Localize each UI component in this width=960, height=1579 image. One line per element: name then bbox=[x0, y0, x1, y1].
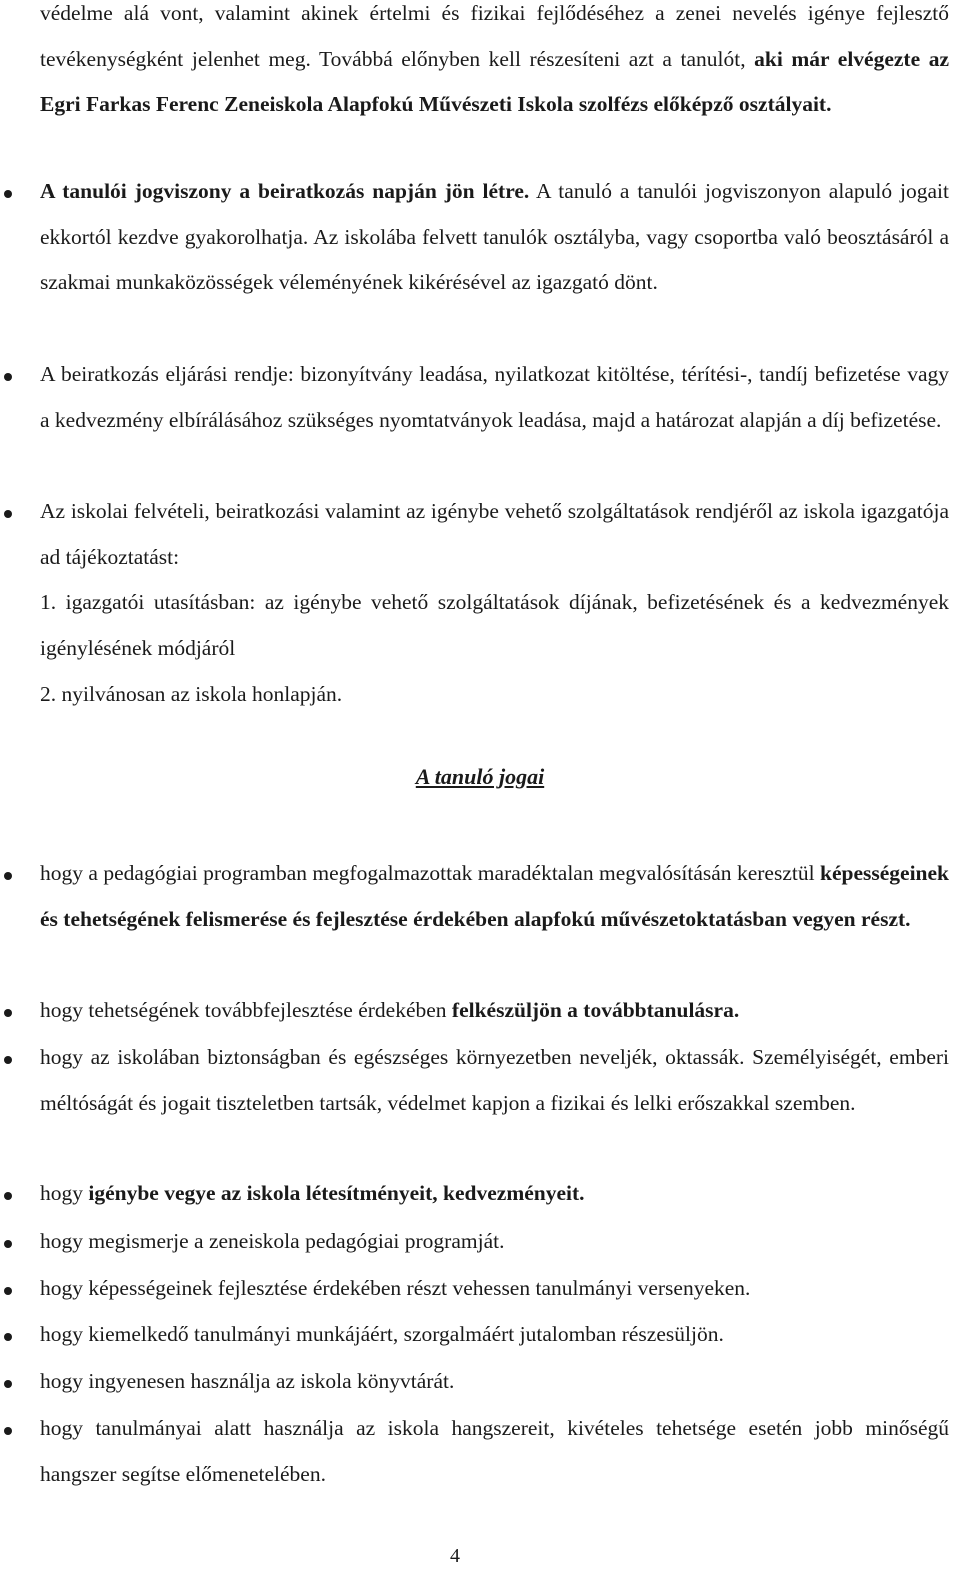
bullet-icon bbox=[4, 1287, 12, 1295]
list-item bbox=[40, 489, 949, 718]
bullet-icon bbox=[4, 373, 12, 381]
intro-text: védelme alá vont, valamint akinek értelmi és fizikai fejlődéséhez a zenei nevelés igénye fejlesztő tevékenységként jelenhet meg. Továbbá előnyben kell részesíteni azt a tanulót, bbox=[40, 1, 949, 71]
bullet-icon bbox=[4, 510, 12, 518]
right-text: hogy tehetségének továbbfejlesztése érdekében bbox=[40, 998, 452, 1022]
bullet-icon bbox=[4, 1240, 12, 1248]
bullet-icon bbox=[4, 1192, 12, 1200]
bullet-icon bbox=[4, 190, 12, 198]
enrollment-bold: A tanulói jogviszony a beiratkozás napján jön létre. bbox=[40, 179, 530, 203]
right-bold: felkészüljön a továbbtanulásra. bbox=[451, 998, 740, 1022]
list-item bbox=[40, 1219, 949, 1265]
list-item bbox=[40, 169, 949, 306]
right-text: hogy tanulmányai alatt használja az iskola hangszereit, kivételes tehetsége esetén jobb minőségű hangszer segítse előmenetelében. bbox=[40, 1416, 949, 1486]
right-bold: képességeinek és tehetségének felismerése és fejlesztése érdekében alapfokú művészetoktatásban vegyen részt. bbox=[40, 861, 949, 931]
right-text: hogy a pedagógiai programban megfogalmazottak maradéktalan megvalósításán keresztül bbox=[40, 861, 820, 885]
right-text: hogy bbox=[40, 1181, 89, 1205]
right-bold: igénybe vegye az iskola létesítményeit, kedvezményeit. bbox=[88, 1181, 585, 1205]
info-item-2: 2. nyilvánosan az iskola honlapján. bbox=[40, 681, 343, 706]
list-item bbox=[40, 1312, 949, 1358]
bullet-icon bbox=[4, 1056, 12, 1064]
info-text: Az iskolai felvételi, beiratkozási valamint az igénybe vehető szolgáltatások rendjéről az iskola igazgatója ad tájékoztatást: bbox=[40, 499, 949, 569]
intro-bold-text: aki már elvégezte az Egri Farkas Ferenc Zeneiskola Alapfokú Művészeti Iskola szolfézs előképző osztályait. bbox=[40, 46, 949, 117]
right-text: hogy az iskolában biztonságban és egészséges környezetben neveljék, oktassák. Személyiségét, emberi méltóságát és jogait tiszteletben tartsák, védelmet kapjon a fizikai és lelki erőszakkal szemben. bbox=[40, 1045, 949, 1115]
list-item bbox=[40, 1035, 949, 1126]
right-text: hogy képességeinek fejlesztése érdekében részt vehessen tanulmányi versenyeken. bbox=[40, 1276, 751, 1300]
bullet-icon bbox=[4, 872, 12, 880]
intro-paragraph bbox=[40, 0, 949, 128]
list-item bbox=[40, 851, 949, 942]
bullet-icon bbox=[4, 1009, 12, 1017]
list-item bbox=[40, 1266, 949, 1312]
list-item bbox=[40, 352, 949, 443]
right-text: hogy ingyenesen használja az iskola könyvtárát. bbox=[40, 1369, 455, 1393]
section-heading: A tanuló jogai bbox=[415, 764, 545, 789]
bullet-icon bbox=[4, 1427, 12, 1435]
list-item bbox=[40, 1359, 949, 1405]
list-item bbox=[40, 1406, 949, 1497]
enrollment-text: A tanuló a tanulói jogviszonyon alapuló jogait ekkortól kezdve gyakorolhatja. Az iskolába felvett tanulók osztályba, vagy csoportba való beosztásáról a szakmai munkaközösségek véleményének kikérésével az igazgató dönt. bbox=[40, 179, 949, 295]
bullet-icon bbox=[4, 1333, 12, 1341]
list-item bbox=[40, 988, 949, 1034]
info-item-1: 1. igazgatói utasításban: az igénybe vehető szolgáltatások díjának, befizetésének és a kedvezmények igénylésének módjáról bbox=[40, 590, 949, 661]
bullet-icon bbox=[4, 1380, 12, 1388]
right-text: hogy megismerje a zeneiskola pedagógiai programját. bbox=[40, 1229, 505, 1253]
page-number: 4 bbox=[450, 1545, 460, 1567]
right-text: hogy kiemelkedő tanulmányi munkájáért, szorgalmáért jutalomban részesüljön. bbox=[40, 1322, 724, 1346]
procedure-text: A beiratkozás eljárási rendje: bizonyítvány leadása, nyilatkozat kitöltése, térítési-, tandíj befizetése vagy a kedvezmény elbírálásához szükséges nyomtatványok leadása, majd a határozat alapján a díj befizetése. bbox=[40, 362, 949, 432]
list-item bbox=[40, 1171, 949, 1217]
